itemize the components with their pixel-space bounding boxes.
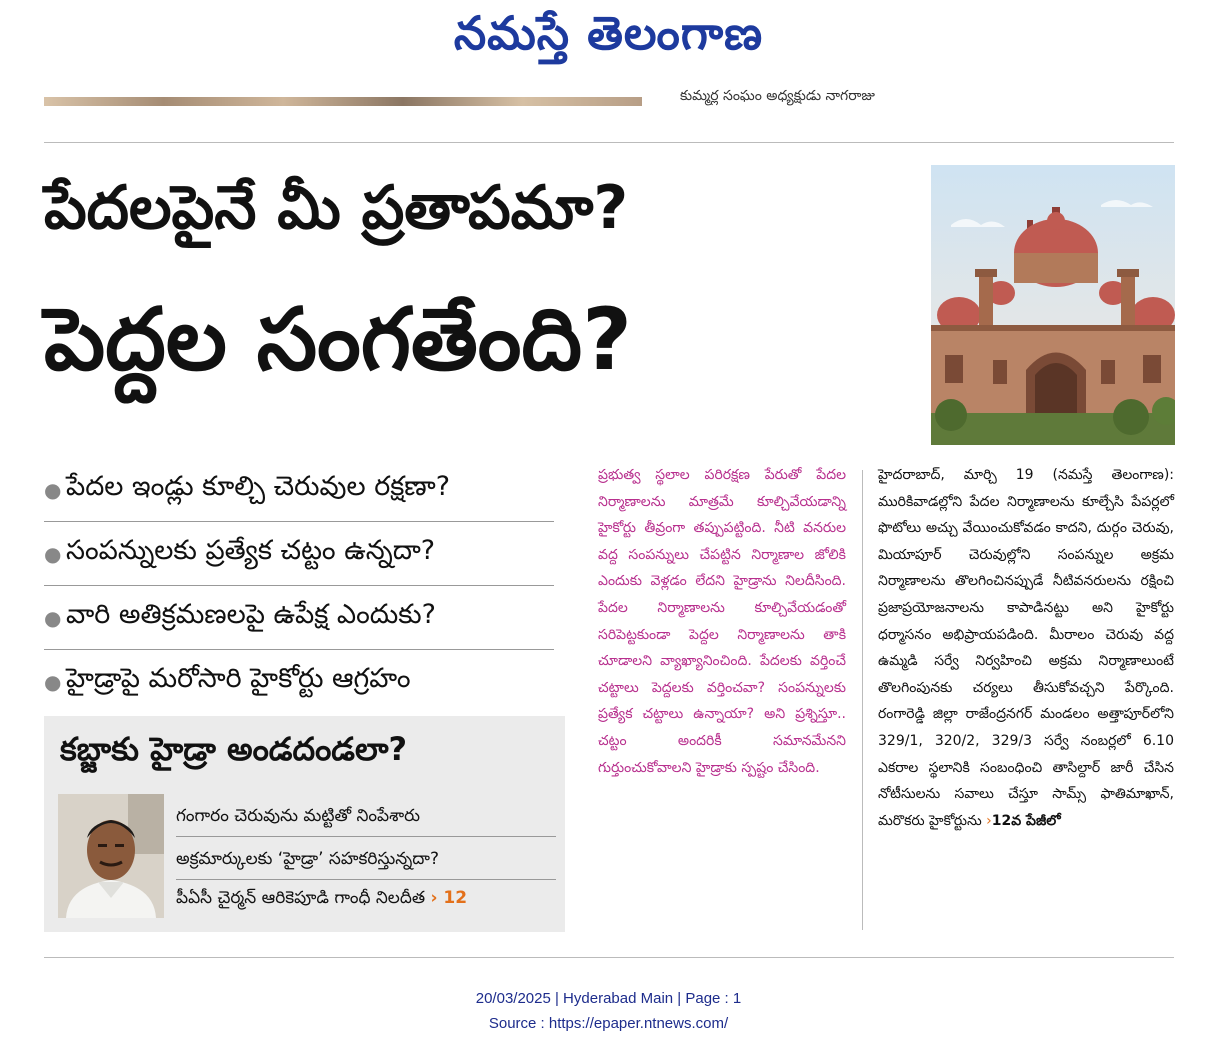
continue-arrow-icon: ›	[986, 812, 992, 829]
bullet-text: పేదల ఇండ్లు కూల్చి చెరువుల రక్షణా?	[66, 470, 451, 502]
top-divider	[44, 142, 1174, 143]
top-strip-image	[44, 97, 642, 106]
bullet-item	[44, 522, 554, 586]
bullet-text: వారి అతిక్రమణలపై ఉపేక్ష ఎందుకు?	[66, 598, 436, 630]
story-body	[878, 462, 1174, 834]
bottom-divider	[44, 957, 1174, 958]
bullet-text: సంపన్నులకు ప్రత్యేక చట్టం ఉన్నదా?	[66, 534, 436, 566]
bullet-item	[44, 586, 554, 650]
bullet-list	[44, 458, 554, 713]
bullet-text: హైడ్రాపై మరోసారి హైకోర్టు ఆగ్రహం	[66, 662, 411, 694]
related-story-line3-text: పీఏసీ చైర్మన్ ఆరికెపూడి గాంధీ నిలదీత	[176, 888, 426, 908]
headline-line2: పెద్దల సంగతేంది?	[44, 290, 633, 390]
high-court-photo	[931, 165, 1175, 445]
bullet-item	[44, 650, 554, 713]
footer-date-edition: 20/03/2025 | Hyderabad Main | Page : 1	[475, 990, 742, 1007]
related-story-box	[44, 716, 565, 932]
continued-page-ref[interactable]: 12వ పేజీలో	[991, 812, 1061, 829]
related-story-line1: గంగారం చెరువును మట్టితో నింపేశారు	[176, 806, 556, 837]
masthead-logo: నమస్తే తెలంగాణ	[453, 6, 764, 60]
related-story-line2: అక్రమార్కులకు ‘హైడ్రా’ సహకరిస్తున్నదా?	[176, 849, 556, 880]
page-ref-link[interactable]: › 12	[430, 888, 468, 908]
bullet-dot-icon: ●	[44, 541, 62, 566]
bullet-dot-icon: ●	[44, 605, 62, 630]
related-story-title: కబ్జాకు హైడ్రా అండదండలా?	[60, 730, 408, 768]
bullet-item	[44, 458, 554, 522]
bullet-dot-icon: ●	[44, 477, 62, 502]
person-photo	[58, 794, 164, 918]
story-body-text: హైదరాబాద్, మార్చి 19 (నమస్తే తెలంగాణ): మురికివాడల్లోని పేదల నిర్మాణాలను కూల్చేసి పేపర్లలో ఫొటోలు అచ్చు వేయించుకోవడం కాదని, దుర్గం చెరువు, మియాపూర్ చెరువుల్లోని సంపన్నుల అక్రమ నిర్మాణాలను తొలగించినప్పుడే నీటివనరులను రక్షించి ప్రజాప్రయోజనాలను కాపాడినట్టు అని హైకోర్టు ధర్మాసనం అభిప్రాయపడింది. మీరాలం చెరువు వద్ద ఉమ్మడి సర్వే నిర్వహించి అక్రమ నిర్మాణాలుంటే తొలగింపునకు చర్యలు తీసుకోవచ్చని పేర్కొంది. రంగారెడ్డి జిల్లా రాజేంద్రనగర్ మండలం అత్తాపూర్‌లోని 329/1, 320/2, 329/3 సర్వే నంబర్లలో 6.10 ఎకరాల స్థలానికి సంబంధించి తాసిల్దార్ జారీ చేసిన నోటీసులను సవాలు చేస్తూ సామ్స్ ఫాతిమాఖాన్, మరొకరు హైకోర్టును	[878, 467, 1174, 829]
intro-paragraph: ప్రభుత్వ స్థలాల పరిరక్షణ పేరుతో పేదల నిర్మాణాలను మాత్రమే కూల్చివేయడాన్ని హైకోర్టు తీవ్రంగా తప్పుపట్టింది. నీటి వనరుల వద్ద సంపన్నులు చేపట్టిన నిర్మాణాల జోలికి ఎందుకు వెళ్లడం లేదని హైడ్రాను నిలదీసింది. పేదల నిర్మాణాలను కూల్చివేయడంతో సరిపెట్టకుండా పెద్దల నిర్మాణాలను తాకి చూడాలని వ్యాఖ్యానించింది. పేదలకు వర్తించే చట్టాలు పెద్దలకు వర్తించవా? సంపన్నులకు ప్రత్యేక చట్టాలు ఉన్నాయా? అని ప్రశ్నిస్తూ.. చట్టం అందరికీ సమానమేనని గుర్తుంచుకోవాలని హైడ్రాకు స్పష్టం చేసింది.	[598, 467, 846, 776]
bullet-dot-icon: ●	[44, 669, 62, 694]
top-strip-text: కుమ్మర్ల సంఘం అధ్యక్షుడు నాగరాజు	[680, 88, 875, 104]
related-story-line3	[176, 888, 556, 918]
column-divider	[862, 470, 863, 930]
footer-source[interactable]: Source : https://epaper.ntnews.com/	[488, 1015, 729, 1032]
headline-line1: పేదలపైనే మీ ప్రతాపమా?	[44, 173, 629, 243]
